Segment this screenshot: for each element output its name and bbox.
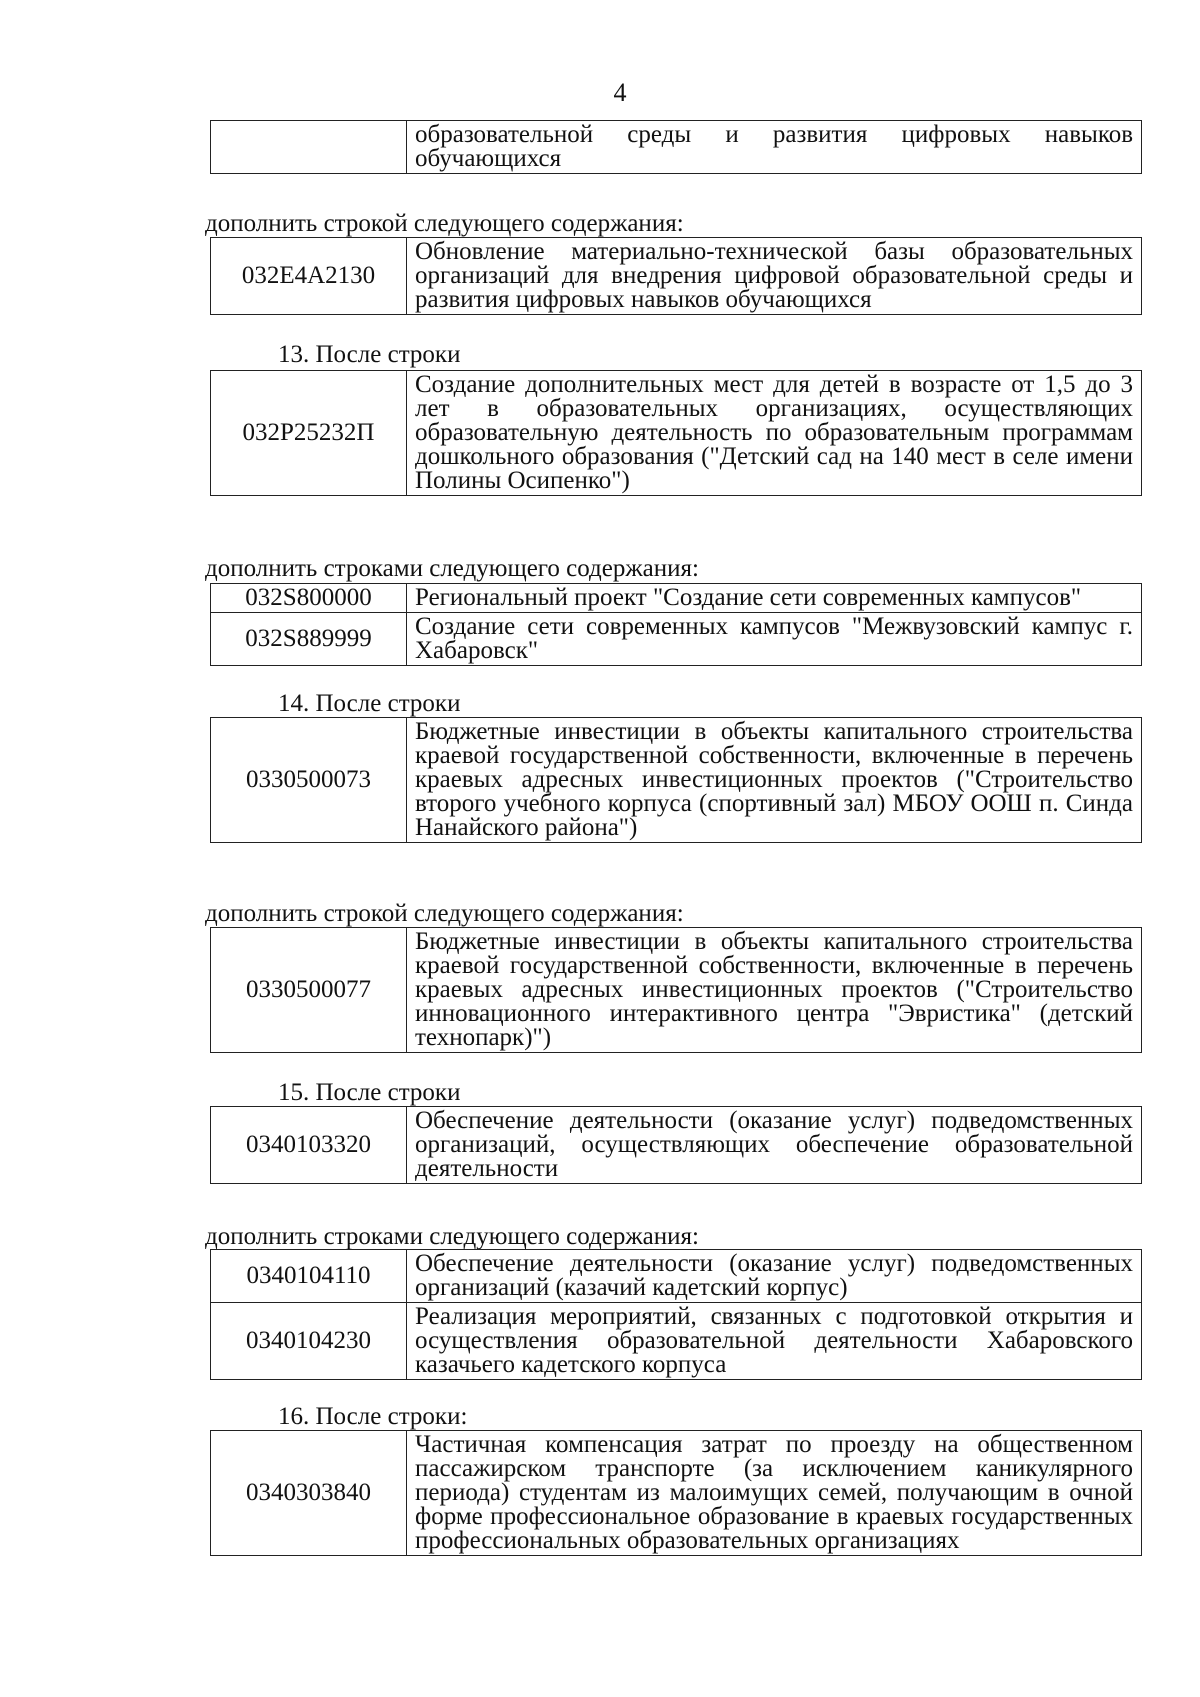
row-description: Частичная компенсация затрат по проезду на общественном пассажирском транспорте (за исключением каникулярного периода) студентам из малоимущих семей, получающим в очной форме профессиональное образование в краевых государственных профессиональных образовательных организациях bbox=[407, 1431, 1142, 1556]
row-description: Региональный проект "Создание сети современных кампусов" bbox=[407, 584, 1142, 613]
table-row bbox=[211, 613, 1142, 666]
row-description: Обеспечение деятельности (оказание услуг) подведомственных организаций (казачий кадетский корпус) bbox=[407, 1250, 1142, 1303]
row-description: Создание сети современных кампусов "Межвузовский кампус г. Хабаровск" bbox=[407, 613, 1142, 666]
row-code bbox=[211, 121, 407, 174]
row-description: Бюджетные инвестиции в объекты капитального строительства краевой государственной собственности, включенные в перечень краевых адресных инвестиционных проектов ("Строительство инновационного интерактивного центра "Эвристика" (детский технопарк)") bbox=[407, 928, 1142, 1053]
row-description: Обновление материально-технической базы образовательных организаций для внедрения цифровой образовательной среды и развития цифровых навыков обучающихся bbox=[407, 238, 1142, 315]
after-row-table bbox=[210, 717, 1142, 843]
row-description: Реализация мероприятий, связанных с подготовкой открытия и осуществления образовательной деятельности Хабаровского казачьего кадетского корпуса bbox=[407, 1303, 1142, 1380]
continuation-table bbox=[210, 120, 1142, 174]
table-row bbox=[211, 371, 1142, 496]
section-heading: дополнить строкой следующего содержания: bbox=[205, 900, 684, 927]
row-description: Бюджетные инвестиции в объекты капитального строительства краевой государственной собственности, включенные в перечень краевых адресных инвестиционных проектов ("Строительство второго учебного корпуса (спортивный зал) МБОУ ООШ п. Синда Нанайского района") bbox=[407, 718, 1142, 843]
table-row bbox=[211, 1431, 1142, 1556]
section-heading: 13. После строки bbox=[278, 341, 461, 368]
row-code: 0340104230 bbox=[211, 1303, 407, 1380]
after-row-table bbox=[210, 1106, 1142, 1184]
row-code: 0340103320 bbox=[211, 1107, 407, 1184]
after-row-table bbox=[210, 1430, 1142, 1556]
table-row bbox=[211, 1250, 1142, 1303]
table-row bbox=[211, 238, 1142, 315]
row-description: Обеспечение деятельности (оказание услуг) подведомственных организаций, осуществляющих обеспечение образовательной деятельности bbox=[407, 1107, 1142, 1184]
table-row bbox=[211, 1107, 1142, 1184]
row-code: 0340104110 bbox=[211, 1250, 407, 1303]
table-row bbox=[211, 718, 1142, 843]
row-code: 032P25232П bbox=[211, 371, 407, 496]
row-description: Создание дополнительных мест для детей в возрасте от 1,5 до 3 лет в образовательных организациях, осуществляющих образовательную деятельность по образовательным программам дошкольного образования ("Детский сад на 140 мест в селе имени Полины Осипенко") bbox=[407, 371, 1142, 496]
after-row-table bbox=[210, 370, 1142, 496]
page-number: 4 bbox=[613, 78, 627, 107]
row-code: 032S800000 bbox=[211, 584, 407, 613]
section-heading: дополнить строками следующего содержания: bbox=[205, 555, 699, 582]
row-code: 0330500077 bbox=[211, 928, 407, 1053]
section-heading: 15. После строки bbox=[278, 1079, 461, 1106]
insert-table bbox=[210, 583, 1142, 666]
section-heading: дополнить строкой следующего содержания: bbox=[205, 210, 684, 237]
row-code: 0330500073 bbox=[211, 718, 407, 843]
table-row bbox=[211, 584, 1142, 613]
section-heading: 16. После строки: bbox=[278, 1403, 468, 1430]
section-heading: дополнить строками следующего содержания: bbox=[205, 1223, 699, 1250]
row-code: 032E4A2130 bbox=[211, 238, 407, 315]
table-row bbox=[211, 928, 1142, 1053]
insert-table bbox=[210, 237, 1142, 315]
row-code: 0340303840 bbox=[211, 1431, 407, 1556]
insert-table bbox=[210, 927, 1142, 1053]
table-row bbox=[211, 1303, 1142, 1380]
row-description: образовательной среды и развития цифровых навыков обучающихся bbox=[407, 121, 1142, 174]
table-row bbox=[211, 121, 1142, 174]
row-code: 032S889999 bbox=[211, 613, 407, 666]
insert-table bbox=[210, 1249, 1142, 1380]
section-heading: 14. После строки bbox=[278, 690, 461, 717]
